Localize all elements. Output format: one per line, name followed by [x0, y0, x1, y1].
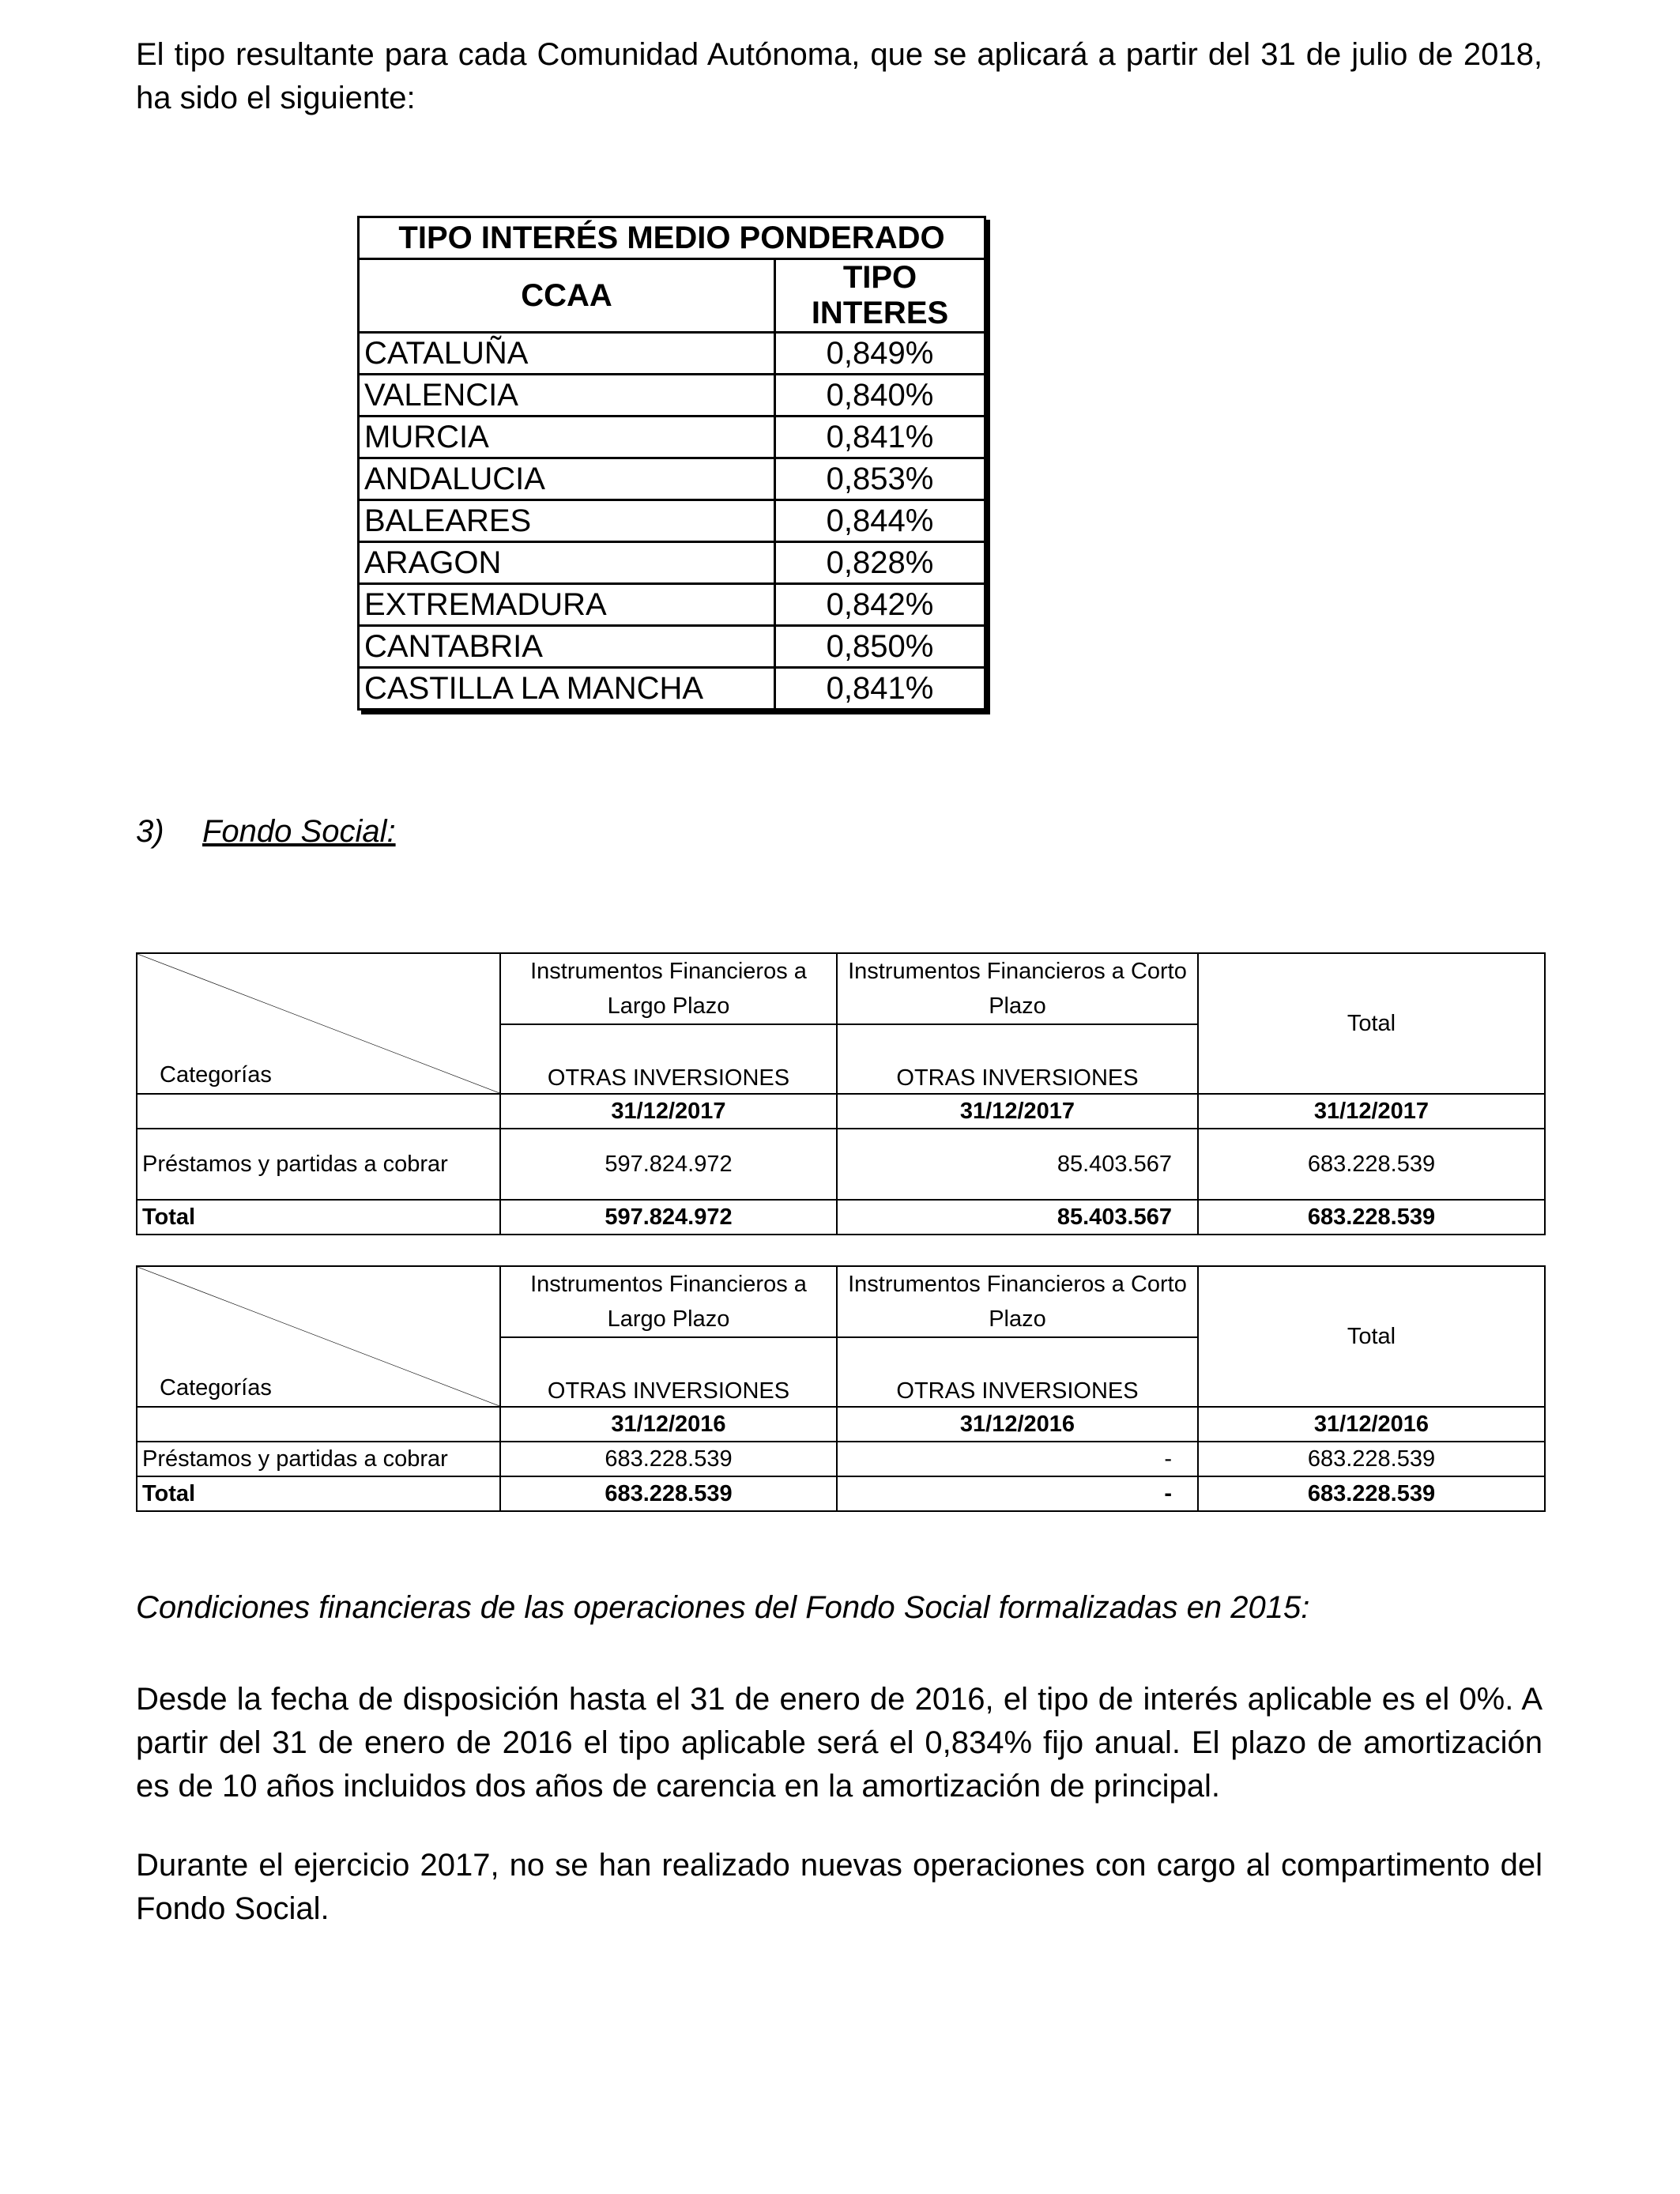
rates-row [359, 668, 985, 710]
fondo-social-table-2017 [136, 952, 1546, 1235]
rates-row [359, 500, 985, 542]
total-row [137, 1200, 1545, 1235]
rates-tipo-cell: 0,850% [775, 626, 985, 668]
otras-inversiones-label: OTRAS INVERSIONES [837, 1024, 1198, 1094]
conditions-paragraph-2: Durante el ejercicio 2017, no se han realizado nuevas operaciones con cargo al compartimento del Fondo Social. [136, 1848, 1543, 1926]
rates-col-ccaa-header: CCAA [359, 259, 775, 333]
otras-inversiones-label: OTRAS INVERSIONES [500, 1024, 837, 1094]
rates-ccaa-cell: CASTILLA LA MANCHA [359, 668, 775, 710]
intro-line-1: El tipo resultante para cada Comunidad Autónoma, que se aplicará a partir del 31 de julio de 2018, [136, 37, 1543, 72]
total-value: 683.228.539 [1198, 1200, 1545, 1235]
total-value: - [837, 1476, 1198, 1511]
rates-ccaa-cell: VALENCIA [359, 375, 775, 417]
rates-ccaa-cell: ANDALUCIA [359, 458, 775, 500]
total-value: 683.228.539 [500, 1476, 837, 1511]
rates-ccaa-cell: MURCIA [359, 417, 775, 458]
total-header: Total [1198, 1266, 1545, 1407]
empty-cell [137, 1407, 500, 1442]
rates-tipo-cell: 0,853% [775, 458, 985, 500]
diagonal-divider [137, 954, 499, 1093]
categorias-label: Categorías [160, 1062, 272, 1088]
otras-inversiones-label: OTRAS INVERSIONES [500, 1337, 837, 1407]
rates-ccaa-cell: CANTABRIA [359, 626, 775, 668]
fondo-social-table-2016 [136, 1265, 1546, 1512]
rates-ccaa-cell: CATALUÑA [359, 333, 775, 375]
value-cell: 683.228.539 [1198, 1129, 1545, 1200]
value-cell: 597.824.972 [500, 1129, 837, 1200]
intro-paragraph [136, 33, 1543, 120]
date-header: 31/12/2016 [1198, 1407, 1545, 1442]
value-cell: 85.403.567 [837, 1129, 1198, 1200]
value-cell: 683.228.539 [1198, 1442, 1545, 1476]
interest-rates-table [357, 216, 986, 711]
total-value: 597.824.972 [500, 1200, 837, 1235]
total-value: 85.403.567 [837, 1200, 1198, 1235]
rates-tipo-cell: 0,842% [775, 584, 985, 626]
total-label: Total [137, 1476, 500, 1511]
empty-cell [137, 1094, 500, 1129]
conditions-paragraph-1: Desde la fecha de disposición hasta el 31 de enero de 2016, el tipo de interés aplicable es el 0%. A partir del 31 de enero de 2016 el tipo aplicable será el 0,834% fijo anual. El plazo de amortización es de 10 años incluidos dos años de carencia en la amortización de principal. [136, 1682, 1543, 1804]
conditions-heading: Condiciones financieras de las operaciones del Fondo Social formalizadas en 2015: [136, 1590, 1310, 1625]
total-row [137, 1476, 1545, 1511]
rates-col-tipo-header: TIPO INTERES [775, 259, 985, 333]
rates-row [359, 333, 985, 375]
date-header: 31/12/2017 [500, 1094, 837, 1129]
rates-tipo-cell: 0,849% [775, 333, 985, 375]
corto-plazo-header: Instrumentos Financieros a Corto Plazo [837, 953, 1198, 1024]
categorias-header-cell [137, 953, 500, 1094]
otras-inversiones-label: OTRAS INVERSIONES [837, 1337, 1198, 1407]
total-value: 683.228.539 [1198, 1476, 1545, 1511]
categorias-label: Categorías [160, 1375, 272, 1400]
section-heading-fondo-social [136, 814, 396, 850]
value-cell: - [837, 1442, 1198, 1476]
date-header: 31/12/2017 [837, 1094, 1198, 1129]
value-cell: 683.228.539 [500, 1442, 837, 1476]
rates-row [359, 417, 985, 458]
total-label: Total [137, 1200, 500, 1235]
row-label: Préstamos y partidas a cobrar [137, 1129, 500, 1200]
rates-ccaa-cell: EXTREMADURA [359, 584, 775, 626]
section-title: Fondo Social: [202, 814, 396, 849]
rates-tipo-cell: 0,844% [775, 500, 985, 542]
categorias-header-cell [137, 1266, 500, 1407]
rates-row [359, 626, 985, 668]
rates-table-title: TIPO INTERÉS MEDIO PONDERADO [359, 217, 985, 259]
rates-row [359, 375, 985, 417]
date-header: 31/12/2017 [1198, 1094, 1545, 1129]
section-number: 3) [136, 814, 164, 849]
diagonal-divider [137, 1267, 499, 1406]
largo-plazo-header: Instrumentos Financieros a Largo Plazo [500, 953, 837, 1024]
date-header: 31/12/2016 [500, 1407, 837, 1442]
table-row [137, 1442, 1545, 1476]
largo-plazo-header: Instrumentos Financieros a Largo Plazo [500, 1266, 837, 1337]
rates-tipo-cell: 0,828% [775, 542, 985, 584]
intro-line-2: ha sido el siguiente: [136, 81, 416, 115]
rates-row [359, 458, 985, 500]
rates-tipo-cell: 0,841% [775, 668, 985, 710]
rates-row [359, 542, 985, 584]
rates-row [359, 584, 985, 626]
date-header: 31/12/2016 [837, 1407, 1198, 1442]
corto-plazo-header: Instrumentos Financieros a Corto Plazo [837, 1266, 1198, 1337]
table-row [137, 1129, 1545, 1200]
rates-ccaa-cell: ARAGON [359, 542, 775, 584]
rates-tipo-cell: 0,840% [775, 375, 985, 417]
rates-tipo-cell: 0,841% [775, 417, 985, 458]
rates-ccaa-cell: BALEARES [359, 500, 775, 542]
row-label: Préstamos y partidas a cobrar [137, 1442, 500, 1476]
total-header: Total [1198, 953, 1545, 1094]
